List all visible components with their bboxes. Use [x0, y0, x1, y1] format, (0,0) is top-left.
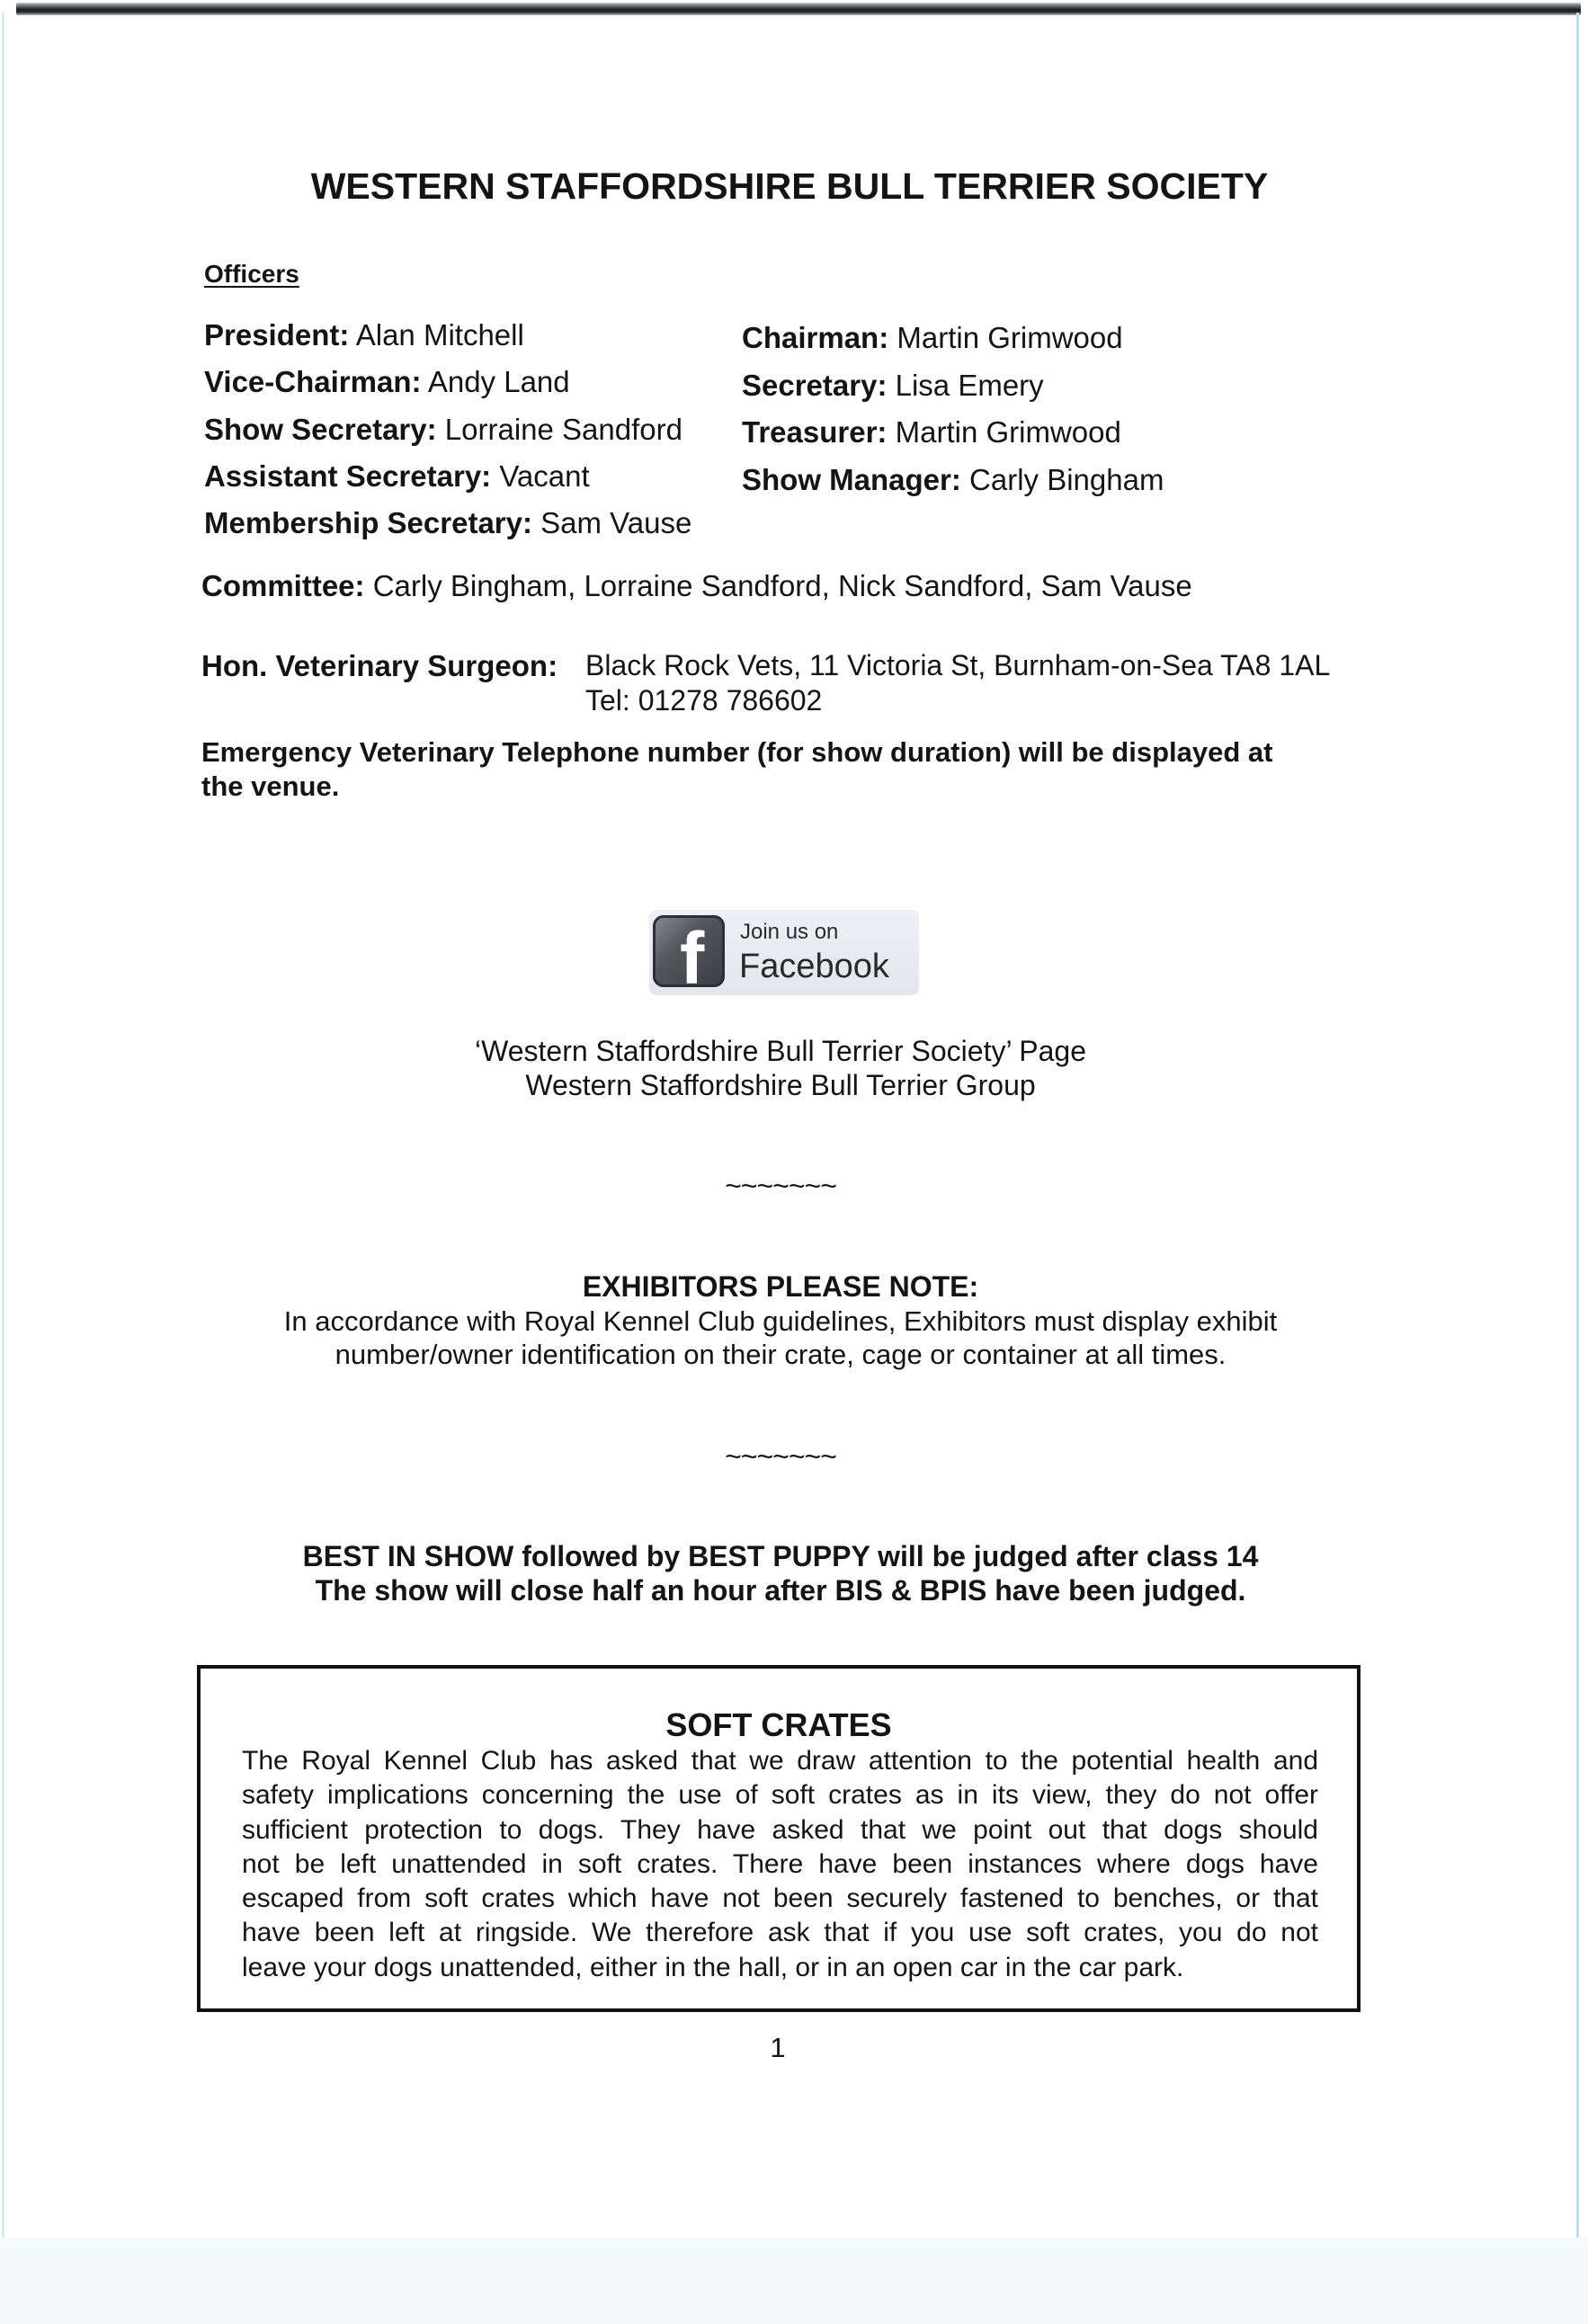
separator: ~~~~~~~ — [725, 1170, 836, 1202]
facebook-f-icon: f — [653, 915, 725, 987]
scan-right-edge — [1576, 13, 1579, 2239]
officer-value: Lisa Emery — [895, 369, 1044, 402]
officer-chairman — [742, 323, 1123, 352]
officer-show-secretary — [204, 414, 682, 444]
scan-left-edge — [2, 13, 4, 2239]
officer-label: Secretary: — [742, 369, 888, 402]
officer-assistant-secretary — [204, 461, 590, 491]
officer-president — [204, 320, 524, 350]
exhibitors-note-line: In accordance with Royal Kennel Club guidelines, Exhibitors must display exhibit — [283, 1305, 1278, 1337]
officer-value: Carly Bingham — [969, 463, 1164, 496]
exhibitors-note-line: number/owner identification on their crate, cage or container at all times. — [335, 1339, 1227, 1370]
officer-value: Sam Vause — [540, 506, 692, 539]
officer-membership-secretary — [204, 508, 691, 538]
exhibitors-heading: EXHIBITORS PLEASE NOTE: — [582, 1270, 979, 1303]
officer-value: Andy Land — [427, 365, 570, 398]
soft-crates-line: have been left at ringside. We therefore ask that if you use soft crates, you do not — [242, 1918, 1318, 1948]
show-close-note: The show will close half an hour after BIS & BPIS have been judged. — [315, 1574, 1246, 1607]
officer-value: Martin Grimwood — [897, 321, 1123, 354]
officer-label: Show Manager: — [742, 463, 961, 496]
soft-crates-heading: SOFT CRATES — [665, 1706, 892, 1743]
committee-members: Carly Bingham, Lorraine Sandford, Nick Sandford, Sam Vause — [372, 569, 1192, 602]
page-number: 1 — [770, 2032, 786, 2063]
soft-crates-body — [242, 1744, 1318, 1985]
officer-label: Chairman: — [742, 321, 889, 354]
officer-label: Treasurer: — [742, 415, 888, 449]
officer-vice-chairman — [204, 367, 570, 396]
officer-label: Assistant Secretary: — [204, 459, 492, 493]
scan-top-edge — [16, 3, 1581, 15]
officer-label: President: — [204, 318, 350, 352]
soft-crates-line: not be left unattended in soft crates. There have been instances where dogs have — [242, 1848, 1318, 1879]
officer-value: Martin Grimwood — [895, 415, 1121, 449]
facebook-join-text: Join us on — [740, 920, 839, 944]
vet-label: Hon. Veterinary Surgeon: — [201, 649, 558, 682]
officer-value: Vacant — [499, 459, 590, 493]
best-in-show-note: BEST IN SHOW followed by BEST PUPPY will be judged after class 14 — [302, 1540, 1259, 1572]
soft-crates-line: sufficient protection to dogs. They have asked that we point out that dogs should — [242, 1814, 1318, 1845]
separator: ~~~~~~~ — [725, 1440, 836, 1473]
emergency-note-line: Emergency Veterinary Telephone number (for show duration) will be displayed at — [201, 736, 1273, 768]
emergency-note-line: the venue. — [201, 770, 340, 802]
committee-line — [201, 571, 1192, 601]
officer-show-manager — [742, 465, 1164, 494]
committee-label: Committee: — [201, 569, 365, 602]
soft-crates-box — [197, 1665, 1361, 2012]
soft-crates-line: leave your dogs unattended, either in the hall, or in an open car in the car park. — [242, 1952, 1184, 1982]
officers-heading: Officers — [204, 260, 299, 288]
page-title: WESTERN STAFFORDSHIRE BULL TERRIER SOCIETY — [310, 165, 1269, 207]
vet-address: Black Rock Vets, 11 Victoria St, Burnham-on-Sea TA8 1AL — [585, 649, 1331, 681]
vet-telephone: Tel: 01278 786602 — [585, 684, 823, 717]
officer-label: Vice-Chairman: — [204, 365, 422, 398]
soft-crates-line: The Royal Kennel Club has asked that we draw attention to the potential health and — [242, 1746, 1318, 1776]
soft-crates-line: escaped from soft crates which have not been securely fastened to benches, or that — [242, 1883, 1318, 1914]
facebook-group-name: Western Staffordshire Bull Terrier Group — [525, 1069, 1036, 1101]
officer-treasurer — [742, 417, 1121, 447]
officer-value: Alan Mitchell — [355, 318, 524, 352]
facebook-name-text: Facebook — [739, 948, 889, 985]
soft-crates-line: safety implications concerning the use of soft crates as in its view, they do not offer — [242, 1780, 1318, 1811]
officer-label: Membership Secretary: — [204, 506, 532, 539]
facebook-badge — [649, 910, 919, 995]
officer-secretary — [742, 370, 1044, 400]
officer-label: Show Secretary: — [204, 413, 437, 446]
scan-bottom-margin — [0, 2238, 1588, 2324]
facebook-page-name: ‘Western Staffordshire Bull Terrier Society’ Page — [474, 1035, 1086, 1067]
officer-value: Lorraine Sandford — [444, 413, 682, 446]
